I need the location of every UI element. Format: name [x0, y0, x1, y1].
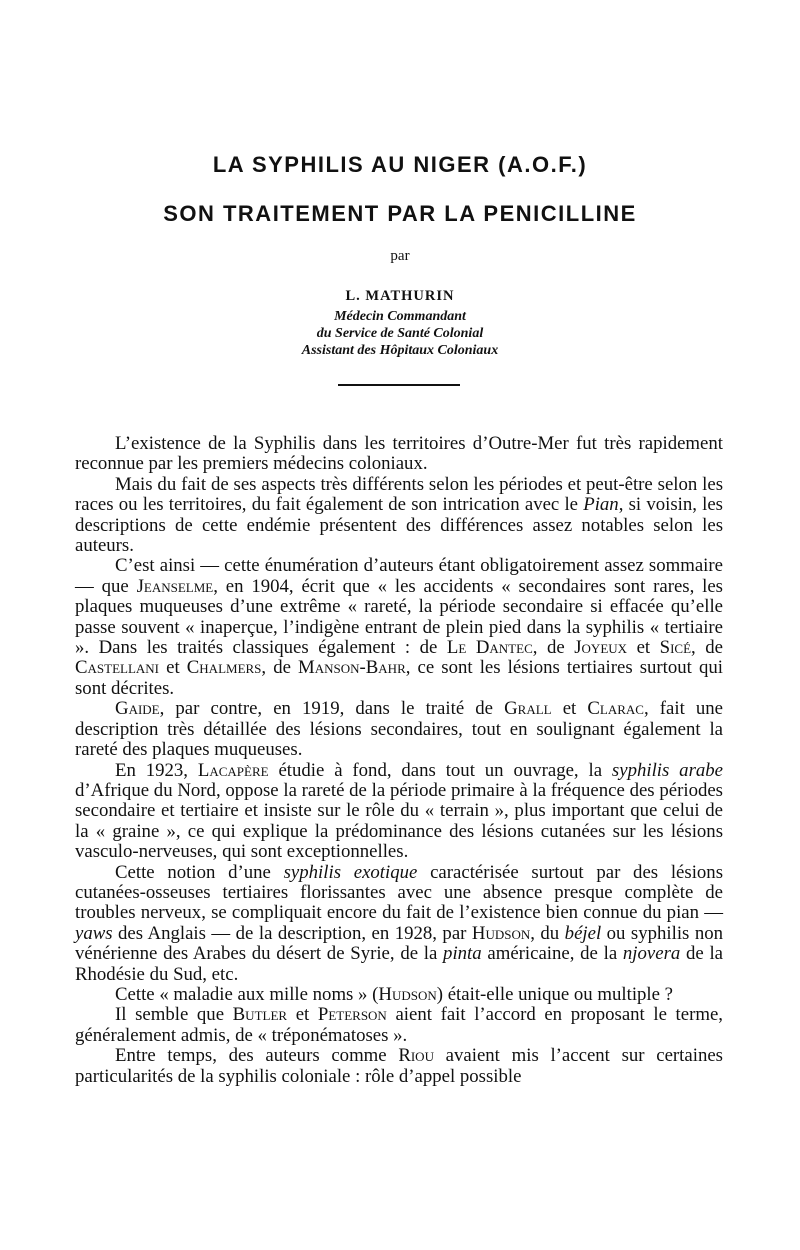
text-run: Entre temps, des auteurs comme: [115, 1045, 399, 1067]
text-run: L’existence de la Syphilis dans les territoires d’Outre-Mer fut très rapidement reconnue par les premiers médecins coloniaux.: [75, 433, 723, 475]
author-reference: Joyeux: [574, 637, 628, 659]
text-run: , de: [691, 637, 723, 659]
text-run: , de: [261, 657, 299, 679]
text-run: américaine, de la: [481, 943, 623, 965]
paragraph-3: [75, 556, 723, 699]
author-reference: Peterson: [317, 1004, 387, 1026]
affiliation-line: du Service de Santé Colonial: [316, 326, 484, 341]
paragraph-1: [75, 434, 723, 475]
title-line-1: LA SYPHILIS AU NIGER (A.O.F.): [212, 152, 588, 177]
author-reference: Jeanselme: [136, 575, 214, 597]
author-reference: Clarac: [587, 698, 644, 720]
affiliation-line: Assistant des Hôpitaux Coloniaux: [301, 343, 499, 358]
italic-term: syphilis arabe: [611, 759, 723, 781]
text-run: et: [551, 698, 588, 720]
text-run: étudie à fond, dans tout un ouvrage, la: [268, 759, 612, 781]
author-reference: Chalmers: [186, 657, 262, 679]
text-run: caractérisée surtout par des lésions cutanées-osseuses tertiaires florissantes avec une absence presque complète de troubles nerveux, se compliquait encore du fait de l’existence bien connue du pian —: [75, 861, 724, 924]
author-affiliation: [0, 308, 800, 359]
text-run: En 1923,: [115, 759, 198, 781]
text-run: , en 1904, écrit que « les accidents « secondaires sont rares, les plaques muqueuses d’une extrême « rareté, la période secondaire si effacée qu’elle passe souvent « inaperçue, l’indigène entrant de plein pied dans la syphilis « tertiaire ». Dans les traités classiques également : de: [75, 575, 723, 659]
paragraph-6: [75, 863, 723, 985]
byline-par: par: [390, 248, 410, 264]
text-run: C’est ainsi — cette énumération d’auteurs étant obligatoirement assez sommaire — que: [75, 555, 723, 597]
italic-term: njovera: [622, 943, 681, 965]
text-run: , fait une description très détaillée des lésions secondaires, tout en soulignant également la rareté des plaques muqueuses.: [75, 698, 724, 761]
author-reference: Le Dantec: [446, 637, 533, 659]
italic-term: yaws: [75, 922, 113, 944]
italic-term: pinta: [443, 943, 482, 965]
text-run: et: [627, 637, 660, 659]
affiliation-line: Médecin Commandant: [334, 309, 466, 324]
text-run: , par contre, en 1919, dans le traité de: [159, 698, 505, 720]
text-run: , si voisin, les descriptions de cette endémie présentent des différences assez notables selon les auteurs.: [75, 494, 723, 557]
author-reference: Riou: [398, 1045, 434, 1067]
text-run: , du: [530, 922, 565, 944]
title-line-2: SON TRAITEMENT PAR LA PENICILLINE: [163, 201, 637, 226]
author-name: L. MATHURIN: [345, 288, 455, 304]
body-text: [75, 434, 723, 1087]
text-run: et: [287, 1004, 318, 1026]
text-run: , de: [532, 637, 575, 659]
paragraph-5: [75, 761, 723, 863]
text-run: Il semble que: [115, 1004, 233, 1026]
author-reference: Grall: [504, 698, 552, 720]
text-run: ) était-elle unique ou multiple ?: [436, 983, 674, 1005]
author-reference: Castellani: [75, 657, 160, 679]
paragraph-2: [75, 475, 723, 557]
text-run: , ce sont les lésions tertiaires surtout qui sont décrites.: [75, 657, 723, 699]
paragraph-8: [75, 1005, 723, 1046]
paragraph-7: [75, 985, 723, 1005]
author-reference: Butler: [232, 1004, 288, 1026]
author-reference: Hudson: [471, 922, 531, 944]
italic-term: béjel: [564, 922, 602, 944]
text-run: et: [159, 657, 187, 679]
author-reference: Hudson: [378, 983, 437, 1005]
paragraph-4: [75, 699, 723, 760]
text-run: Cette « maladie aux mille noms » (: [115, 983, 379, 1005]
text-run: de la Rhodésie du Sud, etc.: [75, 943, 724, 985]
author-reference: Gaide: [115, 698, 160, 720]
paragraph-9: [75, 1046, 723, 1087]
text-run: ou syphilis non vénérienne des Arabes du désert de Syrie, de la: [75, 922, 723, 965]
italic-term: Pian: [583, 494, 619, 516]
italic-term: syphilis exotique: [283, 861, 418, 883]
text-run: des Anglais — de la description, en 1928, par: [112, 922, 472, 944]
author-reference: Lacapère: [197, 759, 269, 781]
text-run: avaient mis l’accent sur certaines particularités de la syphilis coloniale : rôle d’appel possible: [75, 1045, 723, 1087]
text-run: Mais du fait de ses aspects très différents selon les périodes et peut-être selon les races ou les territoires, du fait également de son intrication avec le: [75, 473, 723, 516]
separator-rule: [338, 384, 460, 386]
author-reference: Sicé: [659, 637, 692, 659]
text-run: aient fait l’accord en proposant le terme, généralement admis, de « tréponématoses ».: [75, 1004, 723, 1046]
author-reference: Manson-Bahr: [298, 657, 406, 679]
text-run: Cette notion d’une: [115, 861, 284, 883]
text-run: d’Afrique du Nord, oppose la rareté de la période primaire à la fréquence des périodes secondaire et tertiaire et insiste sur le rôle du « terrain », plus important que celui de la « graine », ce qui explique la prédominance des lésions cutanées sur les lésions vasculo-nerveuses, qui sont exceptionnelles.: [75, 779, 723, 863]
